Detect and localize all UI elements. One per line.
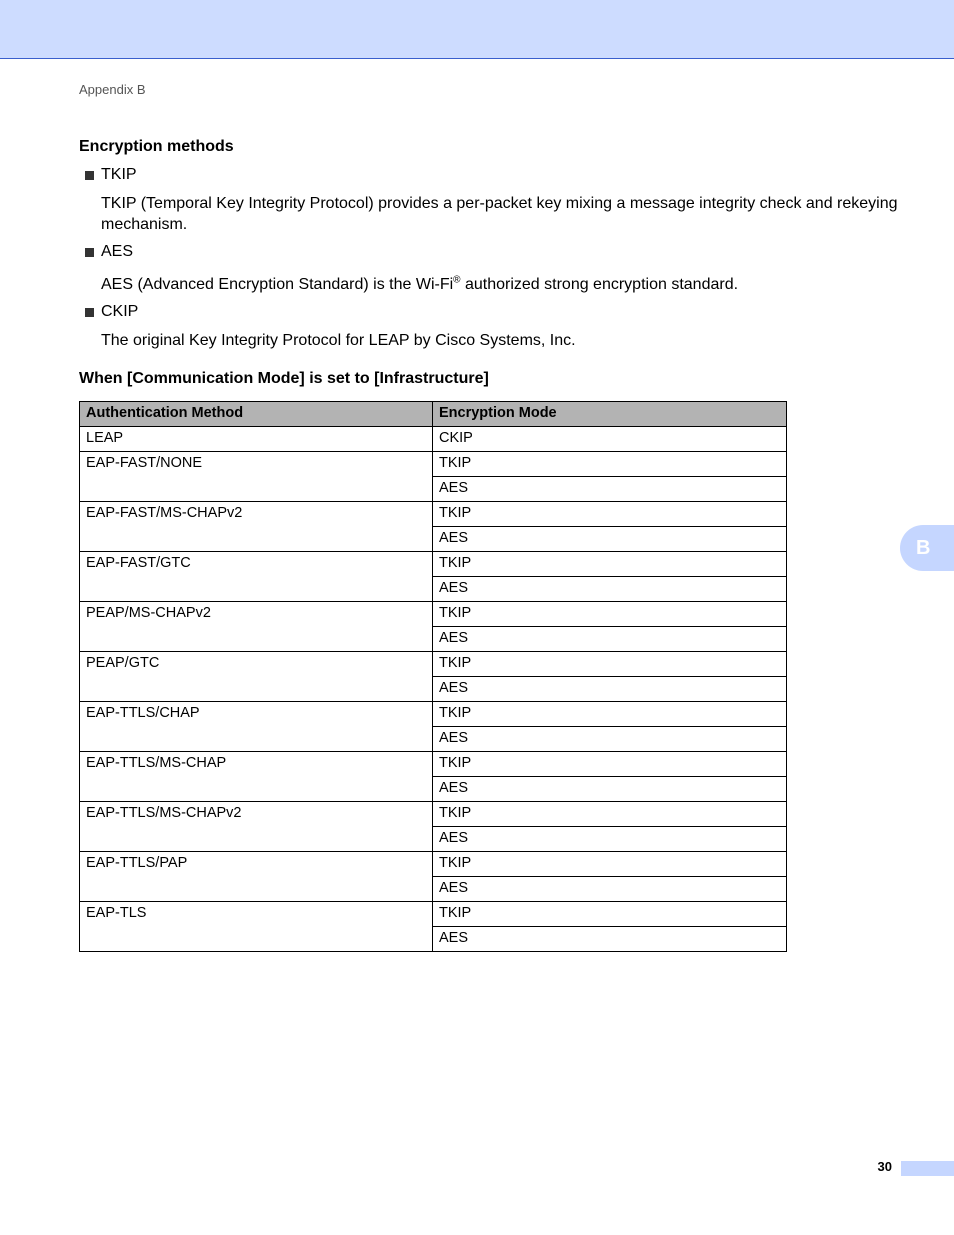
encryption-mode-cell: AES: [433, 627, 787, 652]
encryption-mode-cell: TKIP: [433, 652, 787, 677]
bullet-label: CKIP: [101, 303, 139, 320]
infrastructure-heading: When [Communication Mode] is set to [Infrastructure]: [79, 370, 489, 387]
authentication-method-cell: EAP-TLS: [80, 902, 433, 952]
aes-description: [101, 274, 901, 295]
table-row: [80, 452, 787, 477]
table-row: [80, 427, 787, 452]
tkip-description: TKIP (Temporal Key Integrity Protocol) provides a per-packet key mixing a message integrity check and rekeying mechanism.: [101, 195, 898, 233]
square-bullet-icon: [85, 308, 94, 317]
authentication-method-cell: LEAP: [80, 427, 433, 452]
authentication-encryption-table: [79, 401, 787, 952]
aes-description-text: AES (Advanced Encryption Standard) is the Wi-Fi: [101, 276, 454, 293]
encryption-mode-cell: AES: [433, 877, 787, 902]
bullet-item-ckip: [85, 303, 138, 321]
encryption-mode-cell: TKIP: [433, 452, 787, 477]
authentication-method-cell: EAP-TTLS/MS-CHAP: [80, 752, 433, 802]
encryption-methods-heading: Encryption methods: [79, 138, 234, 155]
authentication-method-cell: PEAP/MS-CHAPv2: [80, 602, 433, 652]
table-row: [80, 552, 787, 577]
page-number-bar: [901, 1161, 954, 1176]
table-row: [80, 802, 787, 827]
encryption-mode-cell: TKIP: [433, 852, 787, 877]
bullet-item-aes: [85, 243, 133, 261]
table-row: [80, 752, 787, 777]
encryption-mode-cell: TKIP: [433, 902, 787, 927]
authentication-method-cell: EAP-TTLS/CHAP: [80, 702, 433, 752]
encryption-mode-cell: TKIP: [433, 602, 787, 627]
encryption-mode-cell: TKIP: [433, 802, 787, 827]
authentication-method-cell: EAP-FAST/GTC: [80, 552, 433, 602]
table-row: [80, 652, 787, 677]
top-header-band: [0, 0, 954, 59]
column-header-encryption-mode: Encryption Mode: [433, 402, 787, 427]
authentication-method-cell: EAP-FAST/NONE: [80, 452, 433, 502]
encryption-mode-cell: AES: [433, 727, 787, 752]
page-number: 30: [877, 1159, 892, 1174]
bullet-label: TKIP: [101, 166, 137, 183]
square-bullet-icon: [85, 248, 94, 257]
column-header-authentication-method: Authentication Method: [80, 402, 433, 427]
encryption-mode-cell: TKIP: [433, 552, 787, 577]
table-header-row: [80, 402, 787, 427]
encryption-mode-cell: AES: [433, 827, 787, 852]
table-row: [80, 502, 787, 527]
ckip-description: The original Key Integrity Protocol for LEAP by Cisco Systems, Inc.: [101, 332, 576, 349]
encryption-mode-cell: AES: [433, 527, 787, 552]
encryption-mode-cell: AES: [433, 577, 787, 602]
encryption-mode-cell: AES: [433, 677, 787, 702]
authentication-method-cell: PEAP/GTC: [80, 652, 433, 702]
encryption-mode-cell: CKIP: [433, 427, 787, 452]
encryption-mode-cell: AES: [433, 477, 787, 502]
encryption-mode-cell: AES: [433, 927, 787, 952]
table-row: [80, 902, 787, 927]
registered-mark: ®: [453, 274, 461, 286]
table-row: [80, 602, 787, 627]
encryption-mode-cell: AES: [433, 777, 787, 802]
square-bullet-icon: [85, 171, 94, 180]
bullet-label: AES: [101, 243, 134, 260]
authentication-method-cell: EAP-FAST/MS-CHAPv2: [80, 502, 433, 552]
encryption-mode-cell: TKIP: [433, 702, 787, 727]
authentication-method-cell: EAP-TTLS/PAP: [80, 852, 433, 902]
encryption-mode-cell: TKIP: [433, 502, 787, 527]
table-row: [80, 702, 787, 727]
table-body: [80, 427, 787, 952]
bullet-item-tkip: [85, 166, 137, 184]
aes-description-text-end: authorized strong encryption standard.: [460, 276, 739, 293]
table-row: [80, 852, 787, 877]
running-header: Appendix B: [79, 82, 146, 97]
authentication-method-cell: EAP-TTLS/MS-CHAPv2: [80, 802, 433, 852]
appendix-side-tab: B: [900, 525, 954, 571]
encryption-mode-cell: TKIP: [433, 752, 787, 777]
